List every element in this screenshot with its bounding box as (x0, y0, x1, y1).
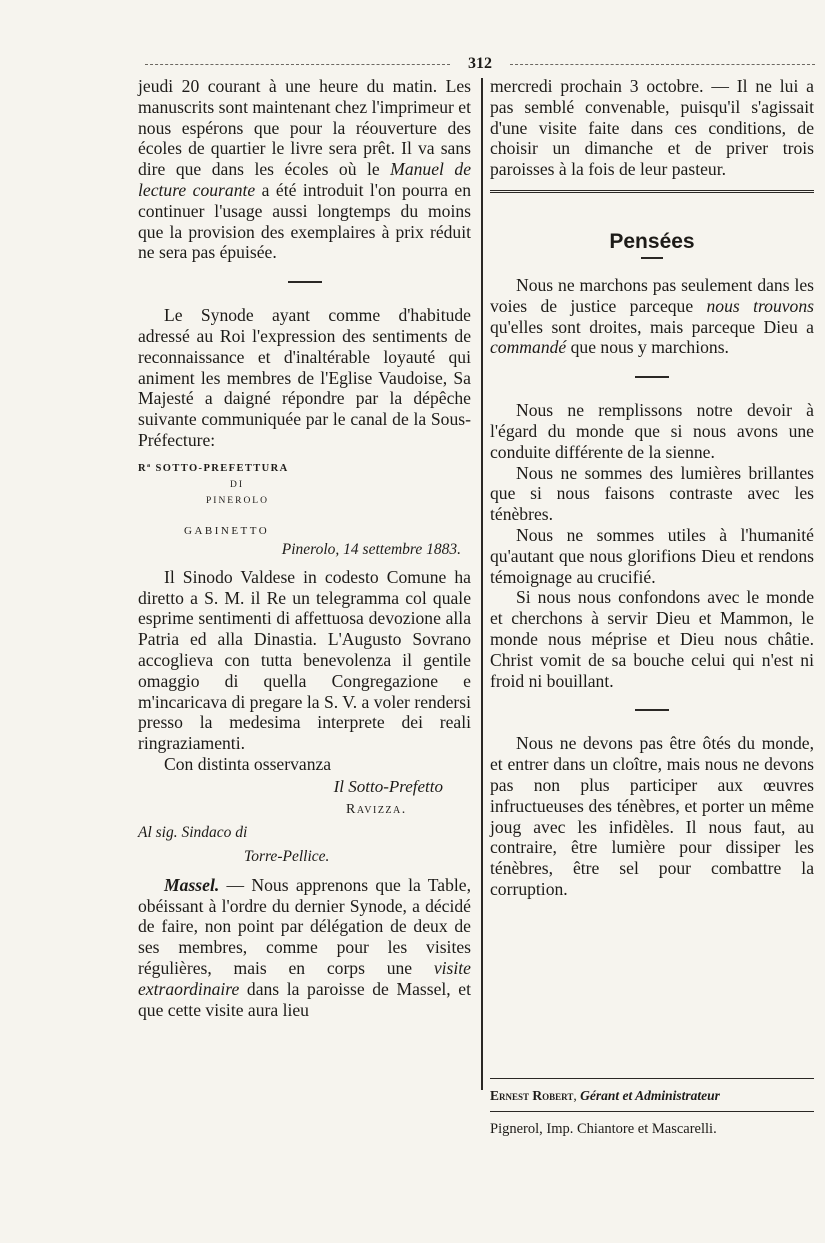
manager-line: Ernest Robert, Gérant et Administrateur (490, 1088, 720, 1103)
letter-body: Il Sinodo Valdese in codesto Comune ha diretto a S. M. il Re un telegramma col quale esprime sentimenti di affettuosa devozione alla Patria ed alla Dinastia. L'Augusto Sovrano accoglieva con tutta benevolenza il gentile omaggio di quella Congregazione e m'incaricava di pregare la S. V. a voler rendersi presso la medesima interprete dei reali ringraziamenti. (138, 566, 471, 754)
pensee-3: Nous ne devons pas être ôtés du monde, et entrer dans un cloître, mais nous ne devons pas non plus participer aux œuvres infructueuses des ténèbres, et porter un même joug avec les infidèles. Il nous faut, au contraire, être lumière pour dissiper les ténèbres, être sel pour combattre la corruption. (490, 733, 814, 899)
section-title: Pensées (609, 229, 695, 253)
letterhead-line-4: GABINETTO (184, 524, 270, 537)
imprint-footer (490, 1078, 814, 1140)
left-column (138, 76, 471, 1020)
massel-emphasis: visite extraordinaire (138, 957, 471, 999)
book-title: Manuel de lecture courante (138, 159, 472, 200)
pensee-2-paragraph: Si nous nous confondons avec le monde et cherchons à servir Dieu et Mammon, le monde nous méprise et Dieu nous châtie. Christ vomit de sa bouche celui qui n'est ni froid ni bouillant. (490, 587, 814, 691)
footer-rule-top (490, 1078, 814, 1079)
printer-line: Pignerol, Imp. Chiantore et Mascarelli. (490, 1121, 717, 1137)
separator-dash (138, 271, 471, 291)
signature-name: Ravizza. (346, 801, 407, 817)
continuation-text-start: jeudi 20 courant à une heure du matin. Les manuscrits sont maintenant chez l'imprimeur et nous espérons que pour la réouverture des écoles de quartier le livre sera prêt. Il va sans dire que dans les écoles où le (138, 76, 471, 180)
pensee-1-text-a: Nous ne marchons pas seulement dans les voies de justice parceque (490, 274, 814, 316)
footer-rule-bottom (490, 1111, 814, 1112)
massel-text-end: dans la paroisse de Massel, et que cette visite aura lieu (138, 978, 471, 1020)
section-rule (490, 190, 814, 193)
massel-lead: Massel. (164, 874, 220, 895)
pensee-1-text-e: que nous y marchions. (566, 337, 729, 358)
manager-title: Gérant et Administrateur (580, 1088, 720, 1103)
letterhead-line-3: PINEROLO (206, 495, 269, 506)
pensee-1 (490, 275, 814, 358)
right-column (490, 76, 814, 900)
column-divider (481, 78, 483, 1090)
letter-date: Pinerolo, 14 settembre 1883. (281, 540, 461, 558)
synod-intro-paragraph: Le Synode ayant comme d'habitude adressé au Roi l'expression des sentiments de reconnaissance et d'inaltérable loyauté qui animent les membres de l'Eglise Vaudoise, Sa Majesté a daigné répondre par la dépêche suivante communiquée par le canal de la Sous-Préfecture: (138, 305, 471, 450)
pensee-2-paragraph: Nous ne sommes des lumières brillantes que si nous faisons contraste avec les ténèbres. (490, 462, 814, 525)
separator-dash (490, 699, 814, 719)
pensee-2-paragraph: Nous ne remplissons notre devoir à l'égard du monde que si nous avons une conduite différente de la sienne. (490, 400, 814, 462)
page-header (145, 54, 815, 76)
continuation-paragraph (138, 76, 471, 263)
address-line-1: Al sig. Sindaco di (138, 823, 248, 841)
pensee-1-emphasis-1: nous trouvons (706, 295, 814, 316)
letterhead-line-2: DI (230, 479, 245, 490)
pensee-2-paragraph: Nous ne sommes utiles à l'humanité qu'autant que nous glorifions Dieu et rendons témoignage au crucifié. (490, 524, 814, 587)
page-number: 312 (468, 55, 492, 72)
separator-dash (490, 366, 814, 386)
section-title-underline (641, 257, 663, 259)
pensee-1-emphasis-2: commandé (490, 337, 567, 358)
header-rule-right (510, 64, 815, 65)
letterhead (138, 461, 471, 539)
header-rule-left (145, 64, 450, 65)
continuation-text-end: a été introduit l'on pourra en continuer l'usage aussi longtemps du moins que la provision des exemplaires à prix réduit ne sera pas épuisée. (138, 179, 471, 263)
massel-continued-paragraph: mercredi prochain 3 octobre. — Il ne lui a pas semblé convenable, puisqu'il s'agissait d'une visite faite dans ces conditions, de choisir un dimanche et de priver trois paroisses à la fois de leur pasteur. (490, 76, 814, 180)
letter-closing: Con distinta osservanza (164, 753, 332, 774)
massel-text-start: — Nous apprenons que la Table, obéissant à l'ordre du dernier Synode, a décidé de faire, non point par délégation de deux de ses membres, comme pour les visites régulières, mais en corps une (138, 874, 471, 978)
manager-name: Ernest Robert (490, 1088, 574, 1103)
signature-title: Il Sotto-Prefetto (333, 776, 443, 796)
pensee-1-text-c: qu'elles sont droites, mais parceque Dieu a (490, 316, 814, 337)
massel-paragraph (138, 875, 471, 1021)
letterhead-line-1: Rª SOTTO-PREFETTURA (138, 462, 289, 474)
address-line-2: Torre-Pellice. (244, 847, 330, 865)
